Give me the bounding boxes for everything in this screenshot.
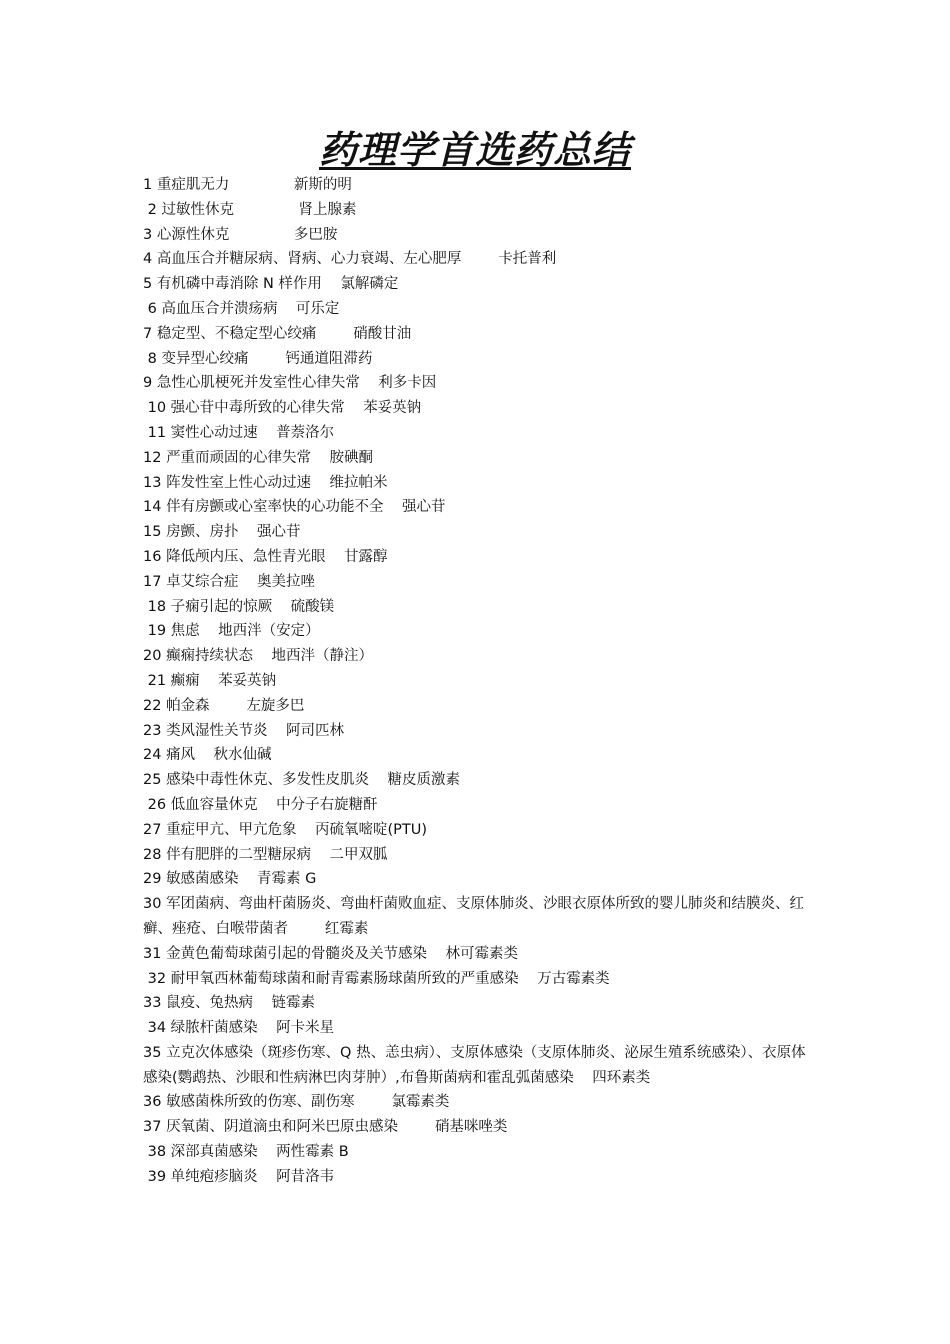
item-drug: 地西泮（静注） <box>271 648 373 665</box>
item-gap <box>345 400 363 416</box>
item-number: 37 <box>143 1119 162 1136</box>
item-gap <box>258 1169 276 1185</box>
list-item <box>143 768 815 793</box>
list-item <box>143 371 815 396</box>
item-drug: 肾上腺素 <box>298 201 357 218</box>
list-item <box>143 719 815 744</box>
item-condition: 卓艾综合症 <box>166 573 239 590</box>
item-drug: 氯霉素类 <box>391 1094 450 1111</box>
item-condition: 焦虑 <box>170 623 200 640</box>
item-condition: 癫痫 <box>170 672 200 689</box>
item-gap <box>234 202 299 218</box>
item-drug: 卡托普利 <box>498 251 557 268</box>
list-item <box>143 495 815 520</box>
list-item <box>143 942 815 967</box>
item-number: 18 <box>147 598 167 615</box>
item-gap <box>253 995 271 1011</box>
item-drug: 二甲双胍 <box>329 846 388 863</box>
item-drug: 氯解磷定 <box>340 276 399 293</box>
item-number: 8 <box>147 350 157 367</box>
item-gap <box>398 1119 435 1135</box>
item-number: 28 <box>143 846 162 863</box>
item-drug: 苯妥英钠 <box>363 400 422 417</box>
item-gap <box>311 847 329 863</box>
item-number: 2 <box>147 201 157 218</box>
list-item <box>143 595 815 620</box>
item-number: 16 <box>143 548 162 565</box>
item-drug: 钙通道阻滞药 <box>285 350 373 367</box>
item-number: 1 <box>143 177 153 193</box>
item-drug: 左旋多巴 <box>246 697 305 714</box>
list-item <box>143 1041 815 1091</box>
item-number: 22 <box>143 697 162 714</box>
item-gap <box>461 251 498 267</box>
list-item <box>143 1090 815 1115</box>
item-number: 17 <box>143 573 162 590</box>
item-drug: 多巴胺 <box>293 226 338 243</box>
item-gap <box>258 1144 276 1160</box>
item-drug: 阿卡米星 <box>276 1020 335 1037</box>
item-drug: 红霉素 <box>324 920 369 937</box>
item-condition: 子痫引起的惊厥 <box>170 598 273 615</box>
list-item <box>143 272 815 297</box>
item-gap <box>288 921 325 937</box>
list-item <box>143 198 815 223</box>
item-condition: 低血容量休克 <box>170 796 258 813</box>
item-number: 6 <box>147 300 157 317</box>
item-drug: 糖皮质激素 <box>387 772 460 789</box>
item-gap <box>248 351 285 367</box>
item-gap <box>268 723 286 739</box>
item-condition: 癫痫持续状态 <box>166 648 254 665</box>
drug-list <box>143 173 815 1190</box>
item-number: 31 <box>143 945 162 962</box>
item-drug: 地西泮（安定） <box>218 623 320 640</box>
list-item <box>143 421 815 446</box>
item-drug: 利多卡因 <box>378 375 437 392</box>
list-item <box>143 446 815 471</box>
item-number: 12 <box>143 449 162 466</box>
item-condition: 严重而顽固的心律失常 <box>166 449 312 466</box>
item-condition: 单纯疱疹脑炎 <box>170 1168 258 1185</box>
item-number: 39 <box>147 1168 167 1185</box>
item-number: 10 <box>147 400 167 417</box>
item-number: 24 <box>143 747 162 764</box>
list-item <box>143 223 815 248</box>
document-title: 药理学首选药总结 <box>318 127 631 172</box>
item-condition: 变异型心绞痛 <box>161 350 249 367</box>
list-item <box>143 1115 815 1140</box>
list-item <box>143 1140 815 1165</box>
item-number: 13 <box>143 474 162 491</box>
item-drug: 强心苷 <box>402 499 446 516</box>
item-drug: 万古霉素类 <box>537 970 610 987</box>
item-condition: 深部真菌感染 <box>170 1144 258 1161</box>
item-gap <box>519 971 537 987</box>
list-item <box>143 793 815 818</box>
item-gap <box>258 1020 276 1036</box>
item-condition: 阵发性室上性心动过速 <box>166 474 312 491</box>
item-number: 33 <box>143 995 162 1012</box>
item-gap <box>355 1094 392 1110</box>
item-gap <box>239 524 257 540</box>
item-condition: 绿脓杆菌感染 <box>170 1020 258 1037</box>
item-gap <box>200 673 218 689</box>
list-item <box>143 991 815 1016</box>
list-item <box>143 1016 815 1041</box>
item-number: 29 <box>143 871 162 888</box>
item-condition: 重症肌无力 <box>156 177 230 193</box>
item-condition: 军团菌病、弯曲杆菌肠炎、弯曲杆菌败血症、支原体肺炎、沙眼衣原体所致的婴儿肺炎和结膜炎、红癣、痤疮、白喉带菌者 <box>143 896 805 937</box>
list-item <box>143 644 815 669</box>
item-drug: 甘露醇 <box>344 548 388 565</box>
item-condition: 有机磷中毒消除 N 样作用 <box>156 276 322 293</box>
item-drug: 硫酸镁 <box>290 598 335 615</box>
item-number: 15 <box>143 524 162 541</box>
list-item <box>143 843 815 868</box>
item-gap <box>384 499 402 515</box>
item-gap <box>311 475 329 491</box>
item-gap <box>229 227 294 243</box>
list-item <box>143 867 815 892</box>
item-condition: 厌氧菌、阴道滴虫和阿米巴原虫感染 <box>166 1119 399 1136</box>
item-gap <box>574 1070 592 1086</box>
item-number: 14 <box>143 499 162 516</box>
list-item <box>143 347 815 372</box>
item-condition: 感染中毒性休克、多发性皮肌炎 <box>166 772 370 789</box>
item-drug: 阿司匹林 <box>286 722 344 739</box>
item-condition: 心源性休克 <box>156 226 230 243</box>
item-drug: 丙硫氧嘧啶(PTU) <box>315 821 428 838</box>
list-item <box>143 694 815 719</box>
item-drug: 链霉素 <box>271 995 315 1012</box>
item-gap <box>316 326 353 342</box>
item-drug: 胺碘酮 <box>329 449 373 466</box>
item-gap <box>277 301 295 317</box>
item-drug: 普萘洛尔 <box>276 424 335 441</box>
item-condition: 急性心肌梗死并发室性心律失常 <box>156 375 360 392</box>
item-gap <box>258 797 276 813</box>
item-drug: 可乐定 <box>295 300 340 317</box>
item-number: 35 <box>143 1044 162 1061</box>
item-gap <box>322 276 340 292</box>
item-gap <box>326 549 344 565</box>
item-gap <box>258 425 276 441</box>
item-number: 19 <box>147 623 167 640</box>
item-drug: 两性霉素 B <box>276 1144 349 1161</box>
item-gap <box>427 946 445 962</box>
item-gap <box>253 648 271 664</box>
item-number: 11 <box>147 424 167 441</box>
item-number: 20 <box>143 648 162 665</box>
item-drug: 新斯的明 <box>293 177 352 193</box>
item-gap <box>311 450 329 466</box>
list-item <box>143 669 815 694</box>
item-number: 30 <box>143 896 162 913</box>
item-number: 9 <box>143 375 153 392</box>
list-item <box>143 619 815 644</box>
item-number: 4 <box>143 251 153 268</box>
item-condition: 耐甲氧西林葡萄球菌和耐青霉素肠球菌所致的严重感染 <box>170 970 519 987</box>
list-item <box>143 471 815 496</box>
list-item <box>143 743 815 768</box>
item-drug: 中分子右旋糖酐 <box>276 796 378 813</box>
item-number: 32 <box>147 970 167 987</box>
item-drug: 林可霉素类 <box>445 945 518 962</box>
item-condition: 痛风 <box>166 747 196 764</box>
item-condition: 类风湿性关节炎 <box>166 722 268 739</box>
item-condition: 敏感菌株所致的伤寒、副伤寒 <box>166 1094 355 1111</box>
item-drug: 秋水仙碱 <box>213 747 272 764</box>
item-condition: 高血压合并溃疡病 <box>161 300 278 317</box>
list-item <box>143 247 815 272</box>
list-item <box>143 1165 815 1190</box>
item-number: 7 <box>143 325 153 342</box>
item-drug: 阿昔洛韦 <box>276 1168 335 1185</box>
item-number: 27 <box>143 821 162 838</box>
item-drug: 青霉素 G <box>257 871 317 888</box>
item-number: 25 <box>143 772 162 789</box>
list-item <box>143 570 815 595</box>
list-item <box>143 322 815 347</box>
item-drug: 四环素类 <box>592 1069 651 1086</box>
list-item <box>143 892 815 942</box>
item-drug: 硝酸甘油 <box>353 325 412 342</box>
item-drug: 奥美拉唑 <box>257 573 315 590</box>
item-number: 38 <box>147 1144 167 1161</box>
item-condition: 重症甲亢、甲亢危象 <box>166 821 297 838</box>
list-item <box>143 818 815 843</box>
item-number: 5 <box>143 276 153 293</box>
item-gap <box>369 772 387 788</box>
list-item <box>143 297 815 322</box>
item-condition: 金黄色葡萄球菌引起的骨髓炎及关节感染 <box>166 945 428 962</box>
list-item <box>143 545 815 570</box>
item-number: 21 <box>147 672 167 689</box>
item-condition: 鼠疫、兔热病 <box>166 995 254 1012</box>
item-condition: 窦性心动过速 <box>170 424 258 441</box>
item-condition: 立克次体感染（斑疹伤寒、Q 热、恙虫病）、支原体感染（支原体肺炎、泌尿生殖系统感染）、衣原体感染(鹦鹉热、沙眼和性病淋巴肉芽肿）,布鲁斯菌病和霍乱弧菌感染 <box>143 1044 806 1086</box>
item-gap <box>210 698 247 714</box>
item-condition: 高血压合并糖尿病、肾病、心力衰竭、左心肥厚 <box>156 251 462 268</box>
list-item <box>143 520 815 545</box>
list-item <box>143 173 815 198</box>
item-drug: 苯妥英钠 <box>218 672 277 689</box>
item-condition: 强心苷中毒所致的心律失常 <box>170 400 345 417</box>
item-condition: 敏感菌感染 <box>166 871 239 888</box>
item-gap <box>239 871 257 887</box>
item-drug: 维拉帕米 <box>329 474 388 491</box>
item-number: 26 <box>147 796 167 813</box>
item-gap <box>229 177 294 193</box>
item-gap <box>360 375 378 391</box>
list-item <box>143 396 815 421</box>
list-item <box>143 967 815 992</box>
item-condition: 稳定型、不稳定型心绞痛 <box>156 325 317 342</box>
item-condition: 伴有房颤或心室率快的心功能不全 <box>166 499 384 516</box>
item-gap <box>272 599 290 615</box>
item-number: 34 <box>147 1020 167 1037</box>
item-condition: 房颤、房扑 <box>166 524 239 541</box>
item-condition: 过敏性休克 <box>161 201 234 218</box>
item-drug: 硝基咪唑类 <box>434 1119 508 1136</box>
item-number: 36 <box>143 1094 162 1111</box>
item-gap <box>297 822 315 838</box>
item-number: 3 <box>143 226 153 243</box>
item-condition: 降低颅内压、急性青光眼 <box>166 548 326 565</box>
item-drug: 强心苷 <box>257 524 301 541</box>
item-gap <box>195 747 213 763</box>
item-gap <box>239 574 257 590</box>
item-condition: 帕金森 <box>166 697 210 714</box>
item-condition: 伴有肥胖的二型糖尿病 <box>166 846 312 863</box>
item-gap <box>200 623 218 639</box>
item-number: 23 <box>143 722 162 739</box>
